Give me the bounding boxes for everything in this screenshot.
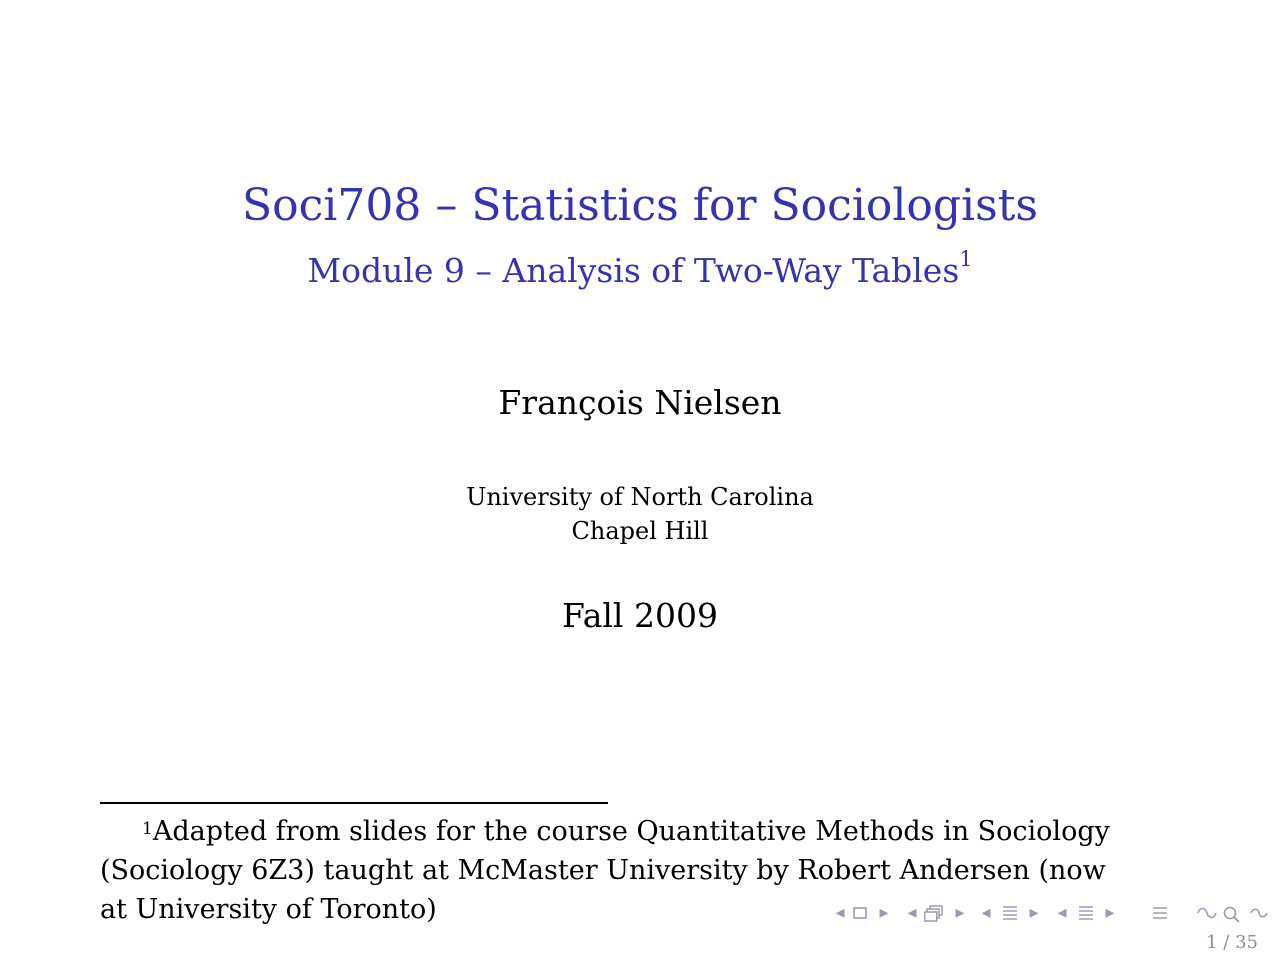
institute-line-1: University of North Carolina xyxy=(466,483,814,511)
slide-subtitle xyxy=(0,247,1280,290)
page-number: 1 / 35 xyxy=(1206,932,1258,953)
prev-subsection-icon[interactable]: ◂ xyxy=(907,902,917,923)
prev-frame-icon[interactable]: ◂ xyxy=(835,902,845,923)
section-icon[interactable] xyxy=(1000,898,1020,928)
next-frame-icon[interactable]: ▸ xyxy=(879,902,889,923)
search-icon[interactable] xyxy=(1222,898,1244,928)
slide-date: Fall 2009 xyxy=(562,596,718,635)
footnote-mark: 1 xyxy=(142,819,153,839)
subsection-icon[interactable] xyxy=(924,898,946,928)
next-section-icon[interactable]: ▸ xyxy=(1029,902,1039,923)
table-of-contents-icon[interactable] xyxy=(1150,898,1170,928)
forward-icon[interactable] xyxy=(1248,898,1270,928)
beamer-navigation-bar xyxy=(830,898,1272,928)
footnote-rule xyxy=(100,802,608,804)
institute-line-2: Chapel Hill xyxy=(571,517,709,545)
document-icon[interactable] xyxy=(1076,898,1096,928)
prev-document-section-icon[interactable]: ◂ xyxy=(1057,902,1067,923)
next-subsection-icon[interactable]: ▸ xyxy=(955,902,965,923)
next-document-section-icon[interactable]: ▸ xyxy=(1105,902,1115,923)
subtitle-footnote-mark: 1 xyxy=(959,247,973,271)
slide-title: Soci708 – Statistics for Sociologists xyxy=(242,180,1038,231)
frame-icon[interactable] xyxy=(852,898,870,928)
institute xyxy=(0,480,1280,548)
subtitle-text: Module 9 – Analysis of Two-Way Tables xyxy=(307,251,960,290)
author-name: François Nielsen xyxy=(498,383,782,422)
back-icon[interactable] xyxy=(1196,898,1218,928)
prev-section-icon[interactable]: ◂ xyxy=(981,902,991,923)
footnote-text: Adapted from slides for the course Quantitative Methods in Sociology (Sociology 6Z3) taught at McMaster University by Robert Andersen (now at University of Toronto) xyxy=(100,816,1110,925)
